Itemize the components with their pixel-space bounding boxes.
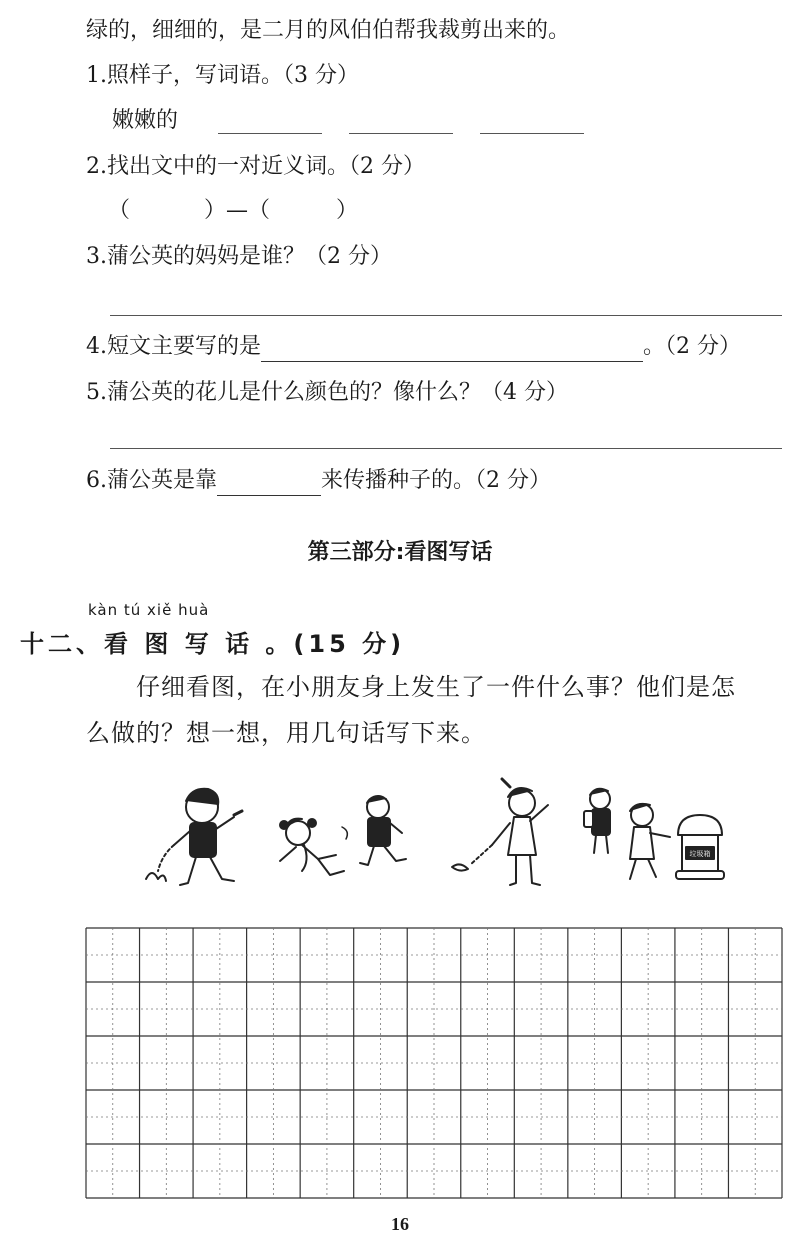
task12-prompt-line2: 么做的？想一想，用几句话写下来。 xyxy=(86,719,486,747)
girl-pointing-figure xyxy=(492,779,548,885)
question-6 xyxy=(86,466,551,496)
q1-answer-blank-3[interactable] xyxy=(480,133,584,134)
trash-bin-label: 垃圾箱 xyxy=(689,850,711,858)
section-3-title: 第三部分:看图写话 xyxy=(307,540,493,565)
question-5: 5.蒲公英的花儿是什么颜色的？像什么？（4 分） xyxy=(86,380,568,405)
q4-suffix: 。（2 分） xyxy=(643,334,741,359)
pointing-line xyxy=(470,845,492,865)
girl-throwing-figure xyxy=(630,804,670,879)
question-4 xyxy=(86,332,741,362)
task12-prompt-line1: 仔细看图，在小朋友身上发生了一件什么事？他们是怎 xyxy=(136,673,736,701)
q5-answer-line[interactable] xyxy=(110,448,782,449)
picture-story-illustration xyxy=(130,775,730,895)
passage-end: 绿的，细细的，是二月的风伯伯帮我裁剪出来的。 xyxy=(86,18,571,43)
trash-bin-icon xyxy=(676,815,724,879)
writing-grid[interactable] xyxy=(84,927,784,1199)
q1-example: 嫩嫩的 xyxy=(112,108,179,133)
q4-answer-blank[interactable] xyxy=(261,337,643,362)
question-3: 3.蒲公英的妈妈是谁？（2 分） xyxy=(86,244,392,269)
q1-answer-blank-2[interactable] xyxy=(349,133,453,134)
q2-pair-mid[interactable]: ）—（ xyxy=(204,198,271,223)
banana-peel-icon xyxy=(146,873,166,881)
question-1: 1.照样子，写词语。（3 分） xyxy=(86,63,359,88)
page-number: 16 xyxy=(391,1214,409,1234)
banana-peel-icon-2 xyxy=(452,864,468,870)
q6-suffix: 来传播种子的。（2 分） xyxy=(321,468,551,493)
peel-trajectory xyxy=(158,845,174,871)
q1-answer-blank-1[interactable] xyxy=(218,133,322,134)
q2-pair-open: （ xyxy=(108,198,131,223)
task12-pinyin: kàn tú xiě huà xyxy=(88,601,210,619)
girl-slipping-figure xyxy=(280,819,347,875)
boy-littering-figure xyxy=(174,789,242,885)
q3-answer-line[interactable] xyxy=(110,315,782,316)
boy-backpack-figure xyxy=(584,789,610,853)
q4-prefix: 4.短文主要写的是 xyxy=(86,334,261,359)
question-2: 2.找出文中的一对近义词。（2 分） xyxy=(86,154,425,179)
q6-answer-blank[interactable] xyxy=(217,471,321,496)
q2-pair-close: ） xyxy=(336,198,359,223)
task12-heading: 十二、看 图 写 话 。(15 分) xyxy=(20,630,406,658)
boy-walking-figure xyxy=(360,796,406,865)
q6-prefix: 6.蒲公英是靠 xyxy=(86,468,217,493)
